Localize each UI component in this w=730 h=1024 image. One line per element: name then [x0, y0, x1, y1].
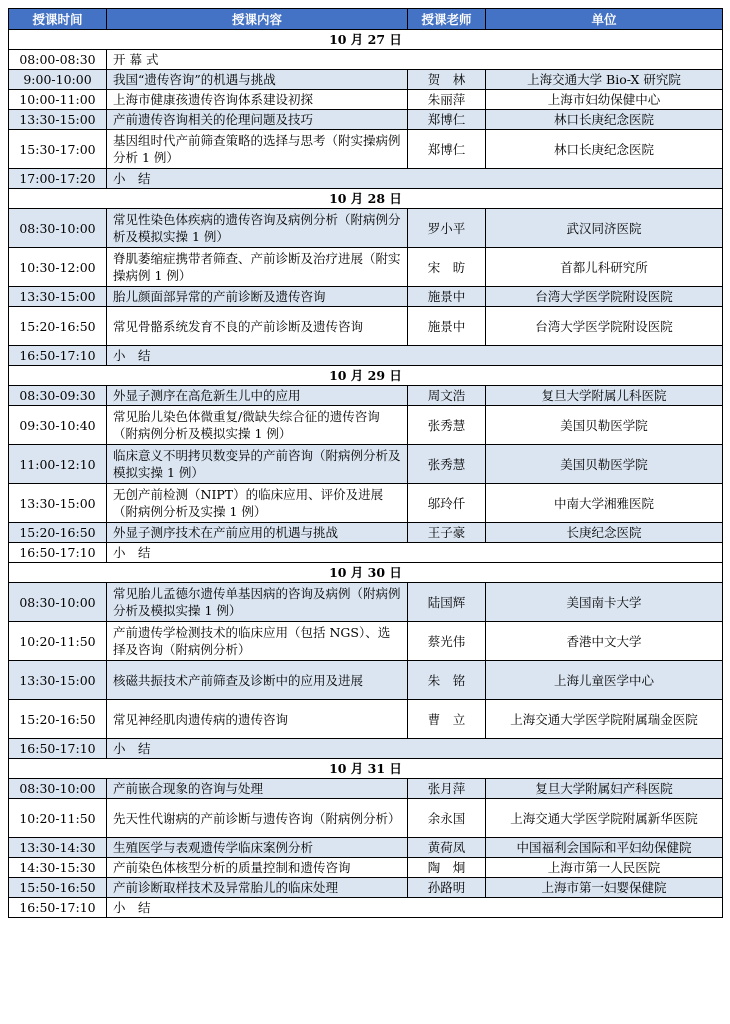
cell-unit: 美国南卡大学	[486, 583, 723, 622]
cell-time: 13:30-15:00	[9, 484, 107, 523]
cell-unit: 上海交通大学医学院附属瑞金医院	[486, 700, 723, 739]
table-row	[9, 739, 723, 759]
cell-time: 15:20-16:50	[9, 523, 107, 543]
cell-topic: 产前遗传咨询相关的伦理问题及技巧	[107, 110, 408, 130]
cell-unit: 美国贝勒医学院	[486, 445, 723, 484]
table-row	[9, 543, 723, 563]
cell-topic: 外显子测序技术在产前应用的机遇与挑战	[107, 523, 408, 543]
cell-time: 16:50-17:10	[9, 739, 107, 759]
cell-time: 16:50-17:10	[9, 543, 107, 563]
cell-unit: 美国贝勒医学院	[486, 406, 723, 445]
cell-teacher: 黄荷凤	[408, 838, 486, 858]
cell-teacher: 贺 林	[408, 70, 486, 90]
cell-unit: 香港中文大学	[486, 622, 723, 661]
day-date: 10 月 30 日	[9, 563, 723, 583]
cell-topic: 常见性染色体疾病的遗传咨询及病例分析（附病例分析及模拟实操 1 例）	[107, 209, 408, 248]
cell-topic: 临床意义不明拷贝数变异的产前咨询（附病例分析及模拟实操 1 例）	[107, 445, 408, 484]
cell-time: 14:30-15:30	[9, 858, 107, 878]
cell-teacher: 罗小平	[408, 209, 486, 248]
cell-topic: 常见胎儿染色体微重复/微缺失综合征的遗传咨询（附病例分析及模拟实操 1 例）	[107, 406, 408, 445]
cell-topic: 生殖医学与表观遗传学临床案例分析	[107, 838, 408, 858]
cell-unit: 复旦大学附属妇产科医院	[486, 779, 723, 799]
cell-time: 08:00-08:30	[9, 50, 107, 70]
cell-time: 16:50-17:10	[9, 898, 107, 918]
header-time: 授课时间	[9, 9, 107, 30]
day-row	[9, 366, 723, 386]
table-row	[9, 661, 723, 700]
cell-teacher: 张秀慧	[408, 445, 486, 484]
header-unit: 单位	[486, 9, 723, 30]
table-row	[9, 209, 723, 248]
cell-teacher: 宋 昉	[408, 248, 486, 287]
cell-topic: 外显子测序在高危新生儿中的应用	[107, 386, 408, 406]
cell-teacher: 施景中	[408, 307, 486, 346]
cell-time: 09:30-10:40	[9, 406, 107, 445]
cell-teacher: 朱 铭	[408, 661, 486, 700]
day-date: 10 月 28 日	[9, 189, 723, 209]
table-row	[9, 307, 723, 346]
cell-teacher: 陶 炯	[408, 858, 486, 878]
cell-teacher: 陆国辉	[408, 583, 486, 622]
cell-teacher: 郑博仁	[408, 110, 486, 130]
cell-topic: 基因组时代产前筛查策略的选择与思考（附实操病例分析 1 例）	[107, 130, 408, 169]
cell-topic: 核磁共振技术产前筛查及诊断中的应用及进展	[107, 661, 408, 700]
day-row	[9, 189, 723, 209]
cell-teacher: 邬玲仟	[408, 484, 486, 523]
cell-unit: 上海市妇幼保健中心	[486, 90, 723, 110]
schedule-body	[9, 30, 723, 918]
cell-topic: 上海市健康孩遗传咨询体系建设初探	[107, 90, 408, 110]
table-row	[9, 70, 723, 90]
cell-time: 08:30-09:30	[9, 386, 107, 406]
table-row	[9, 799, 723, 838]
cell-teacher: 曹 立	[408, 700, 486, 739]
table-row	[9, 484, 723, 523]
table-row	[9, 523, 723, 543]
cell-topic: 小 结	[107, 169, 723, 189]
cell-unit: 上海儿童医学中心	[486, 661, 723, 700]
cell-unit: 上海交通大学医学院附属新华医院	[486, 799, 723, 838]
cell-time: 15:50-16:50	[9, 878, 107, 898]
cell-teacher: 周文浩	[408, 386, 486, 406]
cell-topic: 无创产前检测（NIPT）的临床应用、评价及进展（附病例分析及实操 1 例）	[107, 484, 408, 523]
cell-teacher: 朱丽萍	[408, 90, 486, 110]
cell-unit: 林口长庚纪念医院	[486, 110, 723, 130]
cell-time: 10:00-11:00	[9, 90, 107, 110]
table-row	[9, 779, 723, 799]
table-row	[9, 700, 723, 739]
cell-topic: 脊肌萎缩症携带者筛查、产前诊断及治疗进展（附实操病例 1 例）	[107, 248, 408, 287]
cell-time: 13:30-15:00	[9, 661, 107, 700]
cell-time: 13:30-15:00	[9, 287, 107, 307]
cell-teacher: 余永国	[408, 799, 486, 838]
cell-unit: 武汉同济医院	[486, 209, 723, 248]
header-row	[9, 9, 723, 30]
cell-unit: 林口长庚纪念医院	[486, 130, 723, 169]
table-row	[9, 287, 723, 307]
header-topic: 授课内容	[107, 9, 408, 30]
cell-unit: 中南大学湘雅医院	[486, 484, 723, 523]
cell-teacher: 蔡光伟	[408, 622, 486, 661]
cell-topic: 小 结	[107, 739, 723, 759]
table-row	[9, 838, 723, 858]
cell-unit: 长庚纪念医院	[486, 523, 723, 543]
cell-time: 11:00-12:10	[9, 445, 107, 484]
cell-topic: 小 结	[107, 898, 723, 918]
table-row	[9, 386, 723, 406]
cell-topic: 常见神经肌肉遗传病的遗传咨询	[107, 700, 408, 739]
cell-time: 08:30-10:00	[9, 779, 107, 799]
day-row	[9, 30, 723, 50]
cell-time: 08:30-10:00	[9, 209, 107, 248]
cell-time: 13:30-14:30	[9, 838, 107, 858]
cell-topic: 小 结	[107, 543, 723, 563]
header-teacher: 授课老师	[408, 9, 486, 30]
cell-time: 9:00-10:00	[9, 70, 107, 90]
cell-topic: 产前诊断取样技术及异常胎儿的临床处理	[107, 878, 408, 898]
table-row	[9, 622, 723, 661]
table-row	[9, 90, 723, 110]
cell-topic: 常见骨骼系统发育不良的产前诊断及遗传咨询	[107, 307, 408, 346]
cell-unit: 上海交通大学 Bio-X 研究院	[486, 70, 723, 90]
cell-time: 16:50-17:10	[9, 346, 107, 366]
table-row	[9, 406, 723, 445]
cell-topic: 胎儿颜面部异常的产前诊断及遗传咨询	[107, 287, 408, 307]
table-row	[9, 346, 723, 366]
table-row	[9, 130, 723, 169]
table-row	[9, 878, 723, 898]
cell-teacher: 张秀慧	[408, 406, 486, 445]
cell-topic: 先天性代谢病的产前诊断与遗传咨询（附病例分析）	[107, 799, 408, 838]
cell-topic: 常见胎儿孟德尔遗传单基因病的咨询及病例（附病例分析及模拟实操 1 例）	[107, 583, 408, 622]
cell-teacher: 孙路明	[408, 878, 486, 898]
cell-unit: 首都儿科研究所	[486, 248, 723, 287]
cell-time: 17:00-17:20	[9, 169, 107, 189]
cell-unit: 上海市第一妇婴保健院	[486, 878, 723, 898]
cell-unit: 上海市第一人民医院	[486, 858, 723, 878]
cell-unit: 台湾大学医学院附设医院	[486, 287, 723, 307]
day-date: 10 月 29 日	[9, 366, 723, 386]
day-date: 10 月 27 日	[9, 30, 723, 50]
cell-time: 08:30-10:00	[9, 583, 107, 622]
cell-unit: 台湾大学医学院附设医院	[486, 307, 723, 346]
table-row	[9, 445, 723, 484]
cell-time: 15:30-17:00	[9, 130, 107, 169]
cell-teacher: 施景中	[408, 287, 486, 307]
table-row	[9, 169, 723, 189]
cell-topic: 开 幕 式	[107, 50, 723, 70]
cell-topic: 产前染色体核型分析的质量控制和遗传咨询	[107, 858, 408, 878]
cell-topic: 小 结	[107, 346, 723, 366]
cell-unit: 复旦大学附属儿科医院	[486, 386, 723, 406]
cell-teacher: 张月萍	[408, 779, 486, 799]
cell-teacher: 郑博仁	[408, 130, 486, 169]
cell-unit: 中国福利会国际和平妇幼保健院	[486, 838, 723, 858]
cell-time: 15:20-16:50	[9, 700, 107, 739]
day-date: 10 月 31 日	[9, 759, 723, 779]
cell-time: 15:20-16:50	[9, 307, 107, 346]
schedule-table	[8, 8, 723, 918]
table-row	[9, 858, 723, 878]
table-row	[9, 50, 723, 70]
table-row	[9, 110, 723, 130]
table-row	[9, 898, 723, 918]
cell-topic: 产前嵌合现象的咨询与处理	[107, 779, 408, 799]
day-row	[9, 563, 723, 583]
cell-topic: 我国“遗传咨询”的机遇与挑战	[107, 70, 408, 90]
cell-teacher: 王子豪	[408, 523, 486, 543]
cell-time: 10:30-12:00	[9, 248, 107, 287]
cell-time: 10:20-11:50	[9, 622, 107, 661]
table-row	[9, 248, 723, 287]
cell-topic: 产前遗传学检测技术的临床应用（包括 NGS）、选择及咨询（附病例分析）	[107, 622, 408, 661]
cell-time: 10:20-11:50	[9, 799, 107, 838]
table-row	[9, 583, 723, 622]
day-row	[9, 759, 723, 779]
cell-time: 13:30-15:00	[9, 110, 107, 130]
